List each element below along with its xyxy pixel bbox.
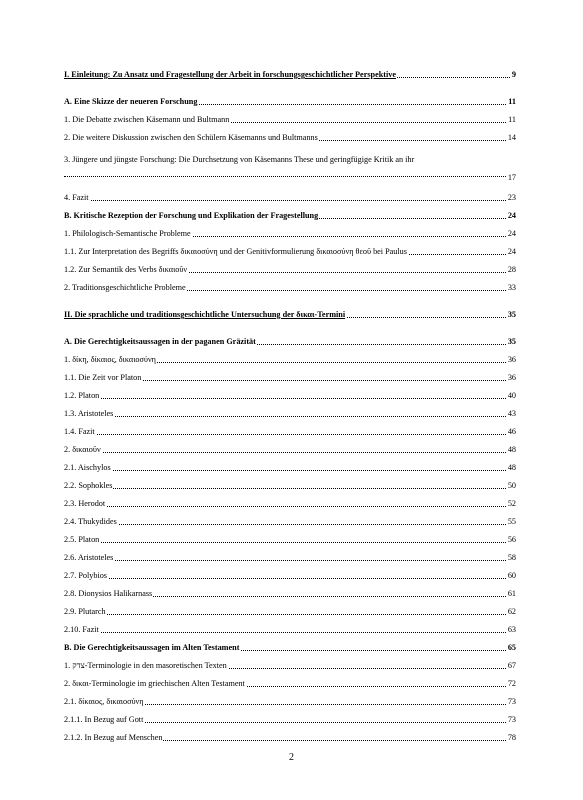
table-of-contents	[64, 70, 516, 743]
toc-entry	[64, 409, 516, 419]
toc-entry-page: 55	[507, 517, 516, 526]
toc-entry-page: 48	[507, 463, 516, 472]
toc-entry-page: 62	[507, 607, 516, 616]
toc-entry	[64, 661, 516, 671]
toc-entry	[64, 247, 516, 257]
toc-entry	[64, 625, 516, 635]
toc-entry	[64, 481, 516, 491]
toc-entry-page: 11	[508, 97, 516, 106]
toc-entry-title: 2.7. Polybios	[64, 571, 107, 580]
toc-entry-title: 1.2. Platon	[64, 391, 100, 400]
toc-entry	[64, 265, 516, 275]
page-number: 2	[289, 752, 294, 763]
toc-entry-page: 43	[507, 409, 516, 418]
toc-entry-title: 2. Traditionsgeschichtliche Probleme	[64, 283, 186, 292]
toc-entry-page: 48	[507, 445, 516, 454]
toc-entry-page: 67	[507, 661, 516, 670]
toc-entry	[64, 427, 516, 437]
toc-entry-title: 1. צדק-Terminologie in den masoretischen Texten	[64, 661, 227, 670]
toc-entry	[64, 211, 516, 221]
toc-entry-page: 24	[507, 211, 516, 220]
toc-entry	[64, 391, 516, 401]
toc-entry-title: 3. Jüngere und jüngste Forschung: Die Durchsetzung von Käsemanns These und geringfügige Kritik an ihr	[64, 155, 415, 164]
toc-entry	[64, 553, 516, 563]
toc-entry-title: 2. Die weitere Diskussion zwischen den Schülern Käsemanns und Bultmanns	[64, 133, 318, 142]
toc-entry-page: 9	[511, 70, 516, 79]
toc-entry-title: 2. δικαιοῦν	[64, 445, 101, 454]
toc-entry-title: 2. δικαι-Terminologie im griechischen Alten Testament	[64, 679, 245, 688]
toc-entry-page: 36	[507, 355, 516, 364]
toc-entry-page: 52	[507, 499, 516, 508]
toc-entry-page: 24	[507, 229, 516, 238]
toc-entry-title: B. Kritische Rezeption der Forschung und Explikation der Fragestellung	[64, 211, 319, 220]
toc-entry	[64, 697, 516, 707]
toc-entry	[64, 229, 516, 239]
toc-entry	[64, 589, 516, 599]
toc-entry-page: 65	[507, 643, 516, 652]
toc-entry-title: 2.1.1. In Bezug auf Gott	[64, 715, 144, 724]
toc-entry-page: 78	[507, 733, 516, 742]
toc-entry	[64, 679, 516, 689]
toc-entry-page: 46	[507, 427, 516, 436]
toc-entry-title: 2.6. Aristoteles	[64, 553, 114, 562]
toc-entry-page: 72	[507, 679, 516, 688]
toc-entry-page: 50	[507, 481, 516, 490]
toc-entry	[64, 151, 516, 187]
toc-entry	[64, 97, 516, 107]
toc-entry	[64, 715, 516, 725]
toc-entry-title: 1.3. Aristoteles	[64, 409, 114, 418]
toc-entry	[64, 193, 516, 203]
toc-entry	[64, 733, 516, 743]
toc-entry	[64, 337, 516, 347]
toc-entry-page: 11	[508, 115, 516, 124]
toc-entry-page: 58	[507, 553, 516, 562]
toc-entry-title: 2.9. Plutarch	[64, 607, 106, 616]
toc-entry-title: 2.5. Platon	[64, 535, 100, 544]
toc-entry	[64, 463, 516, 473]
toc-entry-page: 63	[507, 625, 516, 634]
toc-entry	[64, 607, 516, 617]
toc-entry	[64, 643, 516, 653]
toc-entry-title: 2.1. Aischylos	[64, 463, 111, 472]
toc-entry-title: 1. Philologisch-Semantische Probleme	[64, 229, 191, 238]
toc-entry-title: 1.2. Zur Semantik des Verbs δικαιοῦν	[64, 265, 188, 274]
toc-entry-title: 4. Fazit	[64, 193, 89, 202]
toc-entry-page: 24	[507, 247, 516, 256]
toc-entry-title: A. Die Gerechtigkeitsaussagen in der paganen Gräzität	[64, 337, 256, 346]
toc-entry	[64, 517, 516, 527]
toc-entry	[64, 133, 516, 143]
toc-entry-title: I. Einleitung: Zu Ansatz und Fragestellung der Arbeit in forschungsgeschichtlicher Perspektive	[64, 70, 396, 79]
toc-entry-page: 33	[507, 283, 516, 292]
toc-entry-page: 73	[507, 715, 516, 724]
toc-entry-title: 2.10. Fazit	[64, 625, 99, 634]
toc-entry	[64, 373, 516, 383]
toc-entry-page: 56	[507, 535, 516, 544]
toc-entry-title: 2.8. Dionysios Halikarnass	[64, 589, 153, 598]
toc-entry-page: 17	[507, 169, 516, 187]
toc-entry-page: 23	[507, 193, 516, 202]
toc-entry-page: 40	[507, 391, 516, 400]
toc-entry-title: 2.3. Herodot	[64, 499, 106, 508]
toc-entry-title: A. Eine Skizze der neueren Forschung	[64, 97, 198, 106]
toc-entry-page: 73	[507, 697, 516, 706]
toc-entry-title: 1.4. Fazit	[64, 427, 95, 436]
toc-entry	[64, 499, 516, 509]
toc-entry-title: 2.4. Thukydides	[64, 517, 117, 526]
toc-entry-title: 1. δίκη, δίκαιος, δικαιοσύνη	[64, 355, 156, 364]
toc-entry	[64, 310, 516, 320]
toc-entry-page: 35	[507, 310, 516, 319]
toc-entry	[64, 70, 516, 80]
toc-entry	[64, 115, 516, 125]
toc-entry-title: 1. Die Debatte zwischen Käsemann und Bultmann	[64, 115, 230, 124]
toc-entry	[64, 355, 516, 365]
toc-entry	[64, 283, 516, 293]
toc-entry-page: 28	[507, 265, 516, 274]
toc-entry	[64, 535, 516, 545]
toc-entry-title: 1.1. Die Zeit vor Platon	[64, 373, 142, 382]
toc-entry-title: 1.1. Zur Interpretation des Begriffs δικαιοσύνη und der Genitivformulierung δικαιοσύνη θεοῦ bei Paulus	[64, 247, 407, 256]
toc-entry-page: 35	[507, 337, 516, 346]
toc-entry-page: 14	[507, 133, 516, 142]
toc-entry-page: 61	[507, 589, 516, 598]
toc-entry	[64, 445, 516, 455]
toc-entry-title: II. Die sprachliche und traditionsgeschichtliche Untersuchung der δικαι-Termini	[64, 310, 346, 319]
toc-entry-title: 2.1. δίκαιος, δικαιοσύνη	[64, 697, 144, 706]
toc-entry-page: 36	[507, 373, 516, 382]
toc-entry-page: 60	[507, 571, 516, 580]
toc-entry-title: 2.2. Sophokles	[64, 481, 113, 490]
toc-entry	[64, 571, 516, 581]
toc-entry-title: 2.1.2. In Bezug auf Menschen	[64, 733, 163, 742]
toc-entry-title: B. Die Gerechtigkeitsaussagen im Alten Testament	[64, 643, 240, 652]
